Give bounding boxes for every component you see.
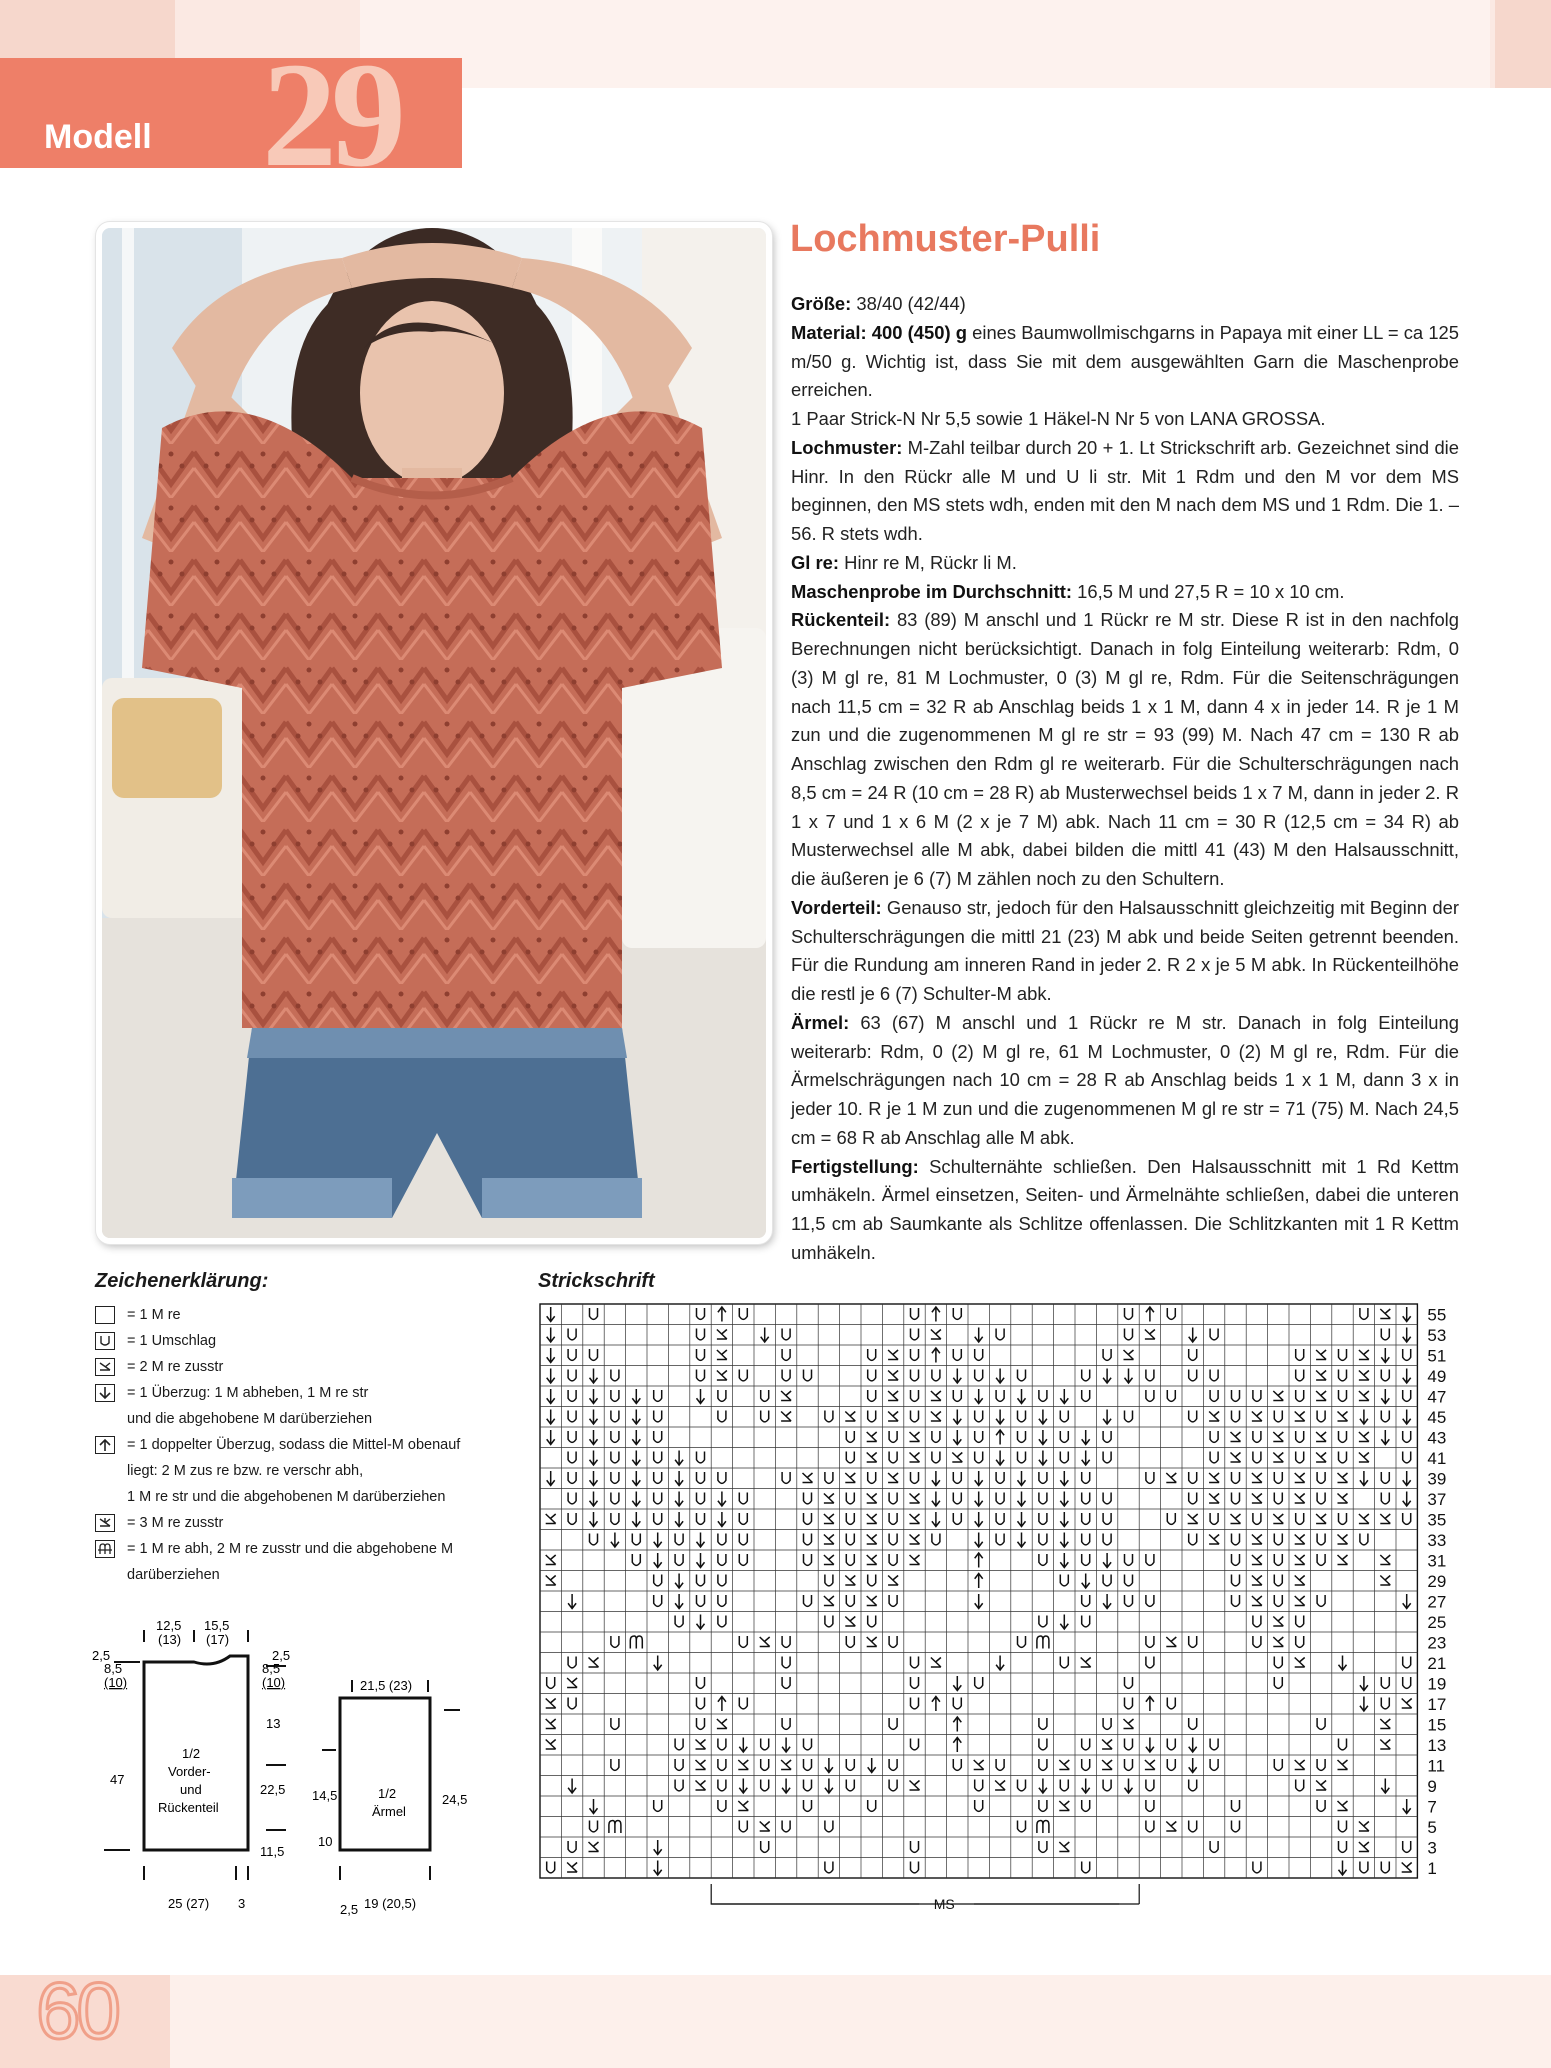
page-title: Lochmuster-Pulli: [790, 218, 1101, 260]
ms-label: MS: [933, 1896, 955, 1912]
schem-top-3: 15,5: [204, 1618, 230, 1633]
chart-row-label: 55: [1427, 1305, 1447, 1325]
legend-item-cdd-sub1: liegt: 2 M zus re bzw. re verschr abh,: [127, 1463, 364, 1479]
legend-item-k3tog-text: = 3 M re zusstr: [127, 1515, 224, 1531]
schematic-drawing: [90, 1610, 490, 1930]
section-finishing: [791, 1153, 1459, 1268]
section-front-text: Genauso str, jedoch für den Halsausschnitt gleichzeitig mit Beginn der Schulterschrägungen die mittl 21 (23) M abk und beide Seiten getrennt beenden. Für die Rundung am inneren Rand in jeder 2. R 2 x je 5 M abk. In Rückenteilhöhe die restl je 6 (7) Schulter-M abk.: [791, 896, 1459, 1004]
sleeve-left-2: 10: [318, 1834, 333, 1849]
chart-row-label: 29: [1427, 1572, 1447, 1591]
model-number: 29: [262, 32, 400, 198]
section-material-label: Material: 400 (450) g: [791, 321, 967, 343]
top-band-block-middle: [360, 0, 1490, 88]
section-lace-label: Lochmuster:: [791, 436, 903, 458]
schem-right-4: 13: [266, 1716, 281, 1731]
chart-row-label: 51: [1427, 1346, 1447, 1366]
chart-row-label: 53: [1427, 1326, 1447, 1345]
sweater-photo-illustration: [102, 228, 766, 1238]
schem-left-4: 47: [110, 1772, 125, 1787]
instructions-text: [791, 290, 1459, 1268]
sk2p-icon: [95, 1540, 115, 1558]
box-icon: [95, 1306, 115, 1324]
chart-row-label: 7: [1427, 1797, 1437, 1817]
chart-row-label: 17: [1427, 1695, 1447, 1714]
chart-row-label: 27: [1427, 1592, 1447, 1612]
section-size-label: Größe:: [791, 293, 852, 314]
schem-left-2: 8,5: [104, 1661, 123, 1676]
chart-row-label: 31: [1427, 1551, 1447, 1571]
schematics: [90, 1610, 490, 1935]
section-back-text: 83 (89) M anschl und 1 Rückr re M str. Diese R ist in den nachfolg Berechnungen nicht berücksichtigt. Danach in folg Einteilung weiterarb: Rdm, 0 (3) M gl re, 81 M Lochmuster, 0 (3) M gl re, Rdm. Für die Seitenschrägungen nach 11,5 cm = 32 R ab Anschlag beids 1 x 1 M, dann 4 x in jeder 14. R je 1 M zun und die zugenommenen M gl re str = 93 (99) M. Nach 47 cm = 130 R ab Anschlag zwischen den Rdm gl re weiterarb. Für die Schulterschrägungen nach 8,5 cm = 24 R (10 cm = 28 R) ab Musterwechsel beids 1 x 7 M, dann in jeder 2. R 1 x 7 und 1 x 6 M (2 x je 7 M) abk. Nach 11 cm = 30 R (12,5 cm = 34 R) ab Musterwechsel alle M abk, dabei bilden die mittl 41 (43) M den Halsausschnitt, die äußeren je 6 (7) M zählen noch zu den Schultern.: [791, 609, 1459, 889]
schem-left-3: (10): [104, 1675, 128, 1690]
chart-row-label: 3: [1427, 1838, 1437, 1858]
chart-row-label: 35: [1427, 1510, 1447, 1530]
schem-body-1: 1/2: [182, 1746, 201, 1761]
schem-right-1: 2,5: [272, 1648, 291, 1663]
chart-row-label: 33: [1427, 1531, 1447, 1550]
sleeve-top-label: 21,5 (23): [360, 1678, 413, 1693]
schem-body-4: Rückenteil: [158, 1800, 219, 1815]
section-size: [791, 290, 1459, 319]
schem-right-6: 11,5: [260, 1844, 285, 1859]
k3tog-icon: [95, 1514, 115, 1532]
up-arrow-icon: [95, 1436, 115, 1454]
legend-item-knit: [95, 1302, 495, 1328]
k2tog-icon: [95, 1358, 115, 1376]
schem-right-5: 22,5: [260, 1782, 286, 1797]
sweater-photo: [96, 222, 772, 1244]
legend-item-k3tog: [95, 1510, 495, 1536]
chart-row-label: 21: [1427, 1654, 1447, 1673]
section-gauge: [791, 578, 1459, 607]
chart-row-label: 11: [1427, 1756, 1446, 1776]
section-sleeves-label: Ärmel:: [791, 1011, 850, 1033]
legend-item-yarnover: [95, 1328, 495, 1354]
schem-left-1: 2,5: [92, 1648, 111, 1663]
u-icon: [95, 1332, 115, 1350]
section-needles-text: 1 Paar Strick-N Nr 5,5 sowie 1 Häkel-N Nr 5 von LANA GROSSA.: [791, 408, 1326, 429]
section-lace-text: M-Zahl teilbar durch 20 + 1. Lt Strickschrift arb. Gezeichnet sind die Hinr. In den Rückr alle M und U li str. Mit 1 Rdm und den M vor dem MS beginnen, den MS stets wdh, enden mit den M nach dem MS und 1 Rdm. Die 1. – 56. R stets wdh.: [791, 436, 1459, 544]
section-sleeves: [791, 1009, 1459, 1153]
legend-item-k2tog: [95, 1354, 495, 1380]
chart-row-label: 43: [1427, 1428, 1447, 1448]
page-footer: [0, 1966, 1551, 2068]
knitting-chart-grid: [538, 1302, 1518, 1942]
section-front: [791, 894, 1459, 1009]
section-finishing-label: Fertigstellung:: [791, 1155, 919, 1177]
sleeve-bottom-2: 19 (20,5): [364, 1896, 417, 1911]
section-back: [791, 606, 1459, 894]
section-stockinette: [791, 549, 1459, 578]
chart-row-label: 9: [1427, 1777, 1437, 1796]
schem-top-2: (13): [158, 1632, 182, 1647]
top-band-block-left: [0, 0, 175, 58]
schem-top-1: 12,5: [156, 1618, 182, 1633]
section-needles: [791, 405, 1459, 434]
legend-item-cdd-text: = 1 doppelter Überzug, sodass die Mittel-M obenauf: [127, 1437, 461, 1453]
schem-top-4: (17): [206, 1632, 230, 1647]
model-label: Modell: [44, 118, 152, 156]
legend-title: Zeichenerklärung:: [95, 1270, 269, 1292]
legend-item-skp: [95, 1380, 495, 1406]
chart-row-label: 25: [1427, 1613, 1447, 1632]
chart-row-label: 1: [1427, 1859, 1437, 1878]
schem-body-3: und: [180, 1782, 202, 1797]
section-gauge-text: 16,5 M und 27,5 R = 10 x 10 cm.: [1072, 580, 1345, 602]
chart-row-label: 13: [1427, 1736, 1447, 1755]
schem-right-2: 8,5: [262, 1661, 281, 1676]
sleeve-label-2: Ärmel: [372, 1804, 406, 1819]
sleeve-right-label: 24,5: [442, 1792, 468, 1807]
section-finishing-text: Schulternähte schließen. Den Halsausschnitt mit 1 Rd Kettm umhäkeln. Ärmel einsetzen, Seiten- und Ärmelnähte schließen, dabei die unteren 11,5 cm ab Saumkante als Schlitze offenlassen. Die Schlitzkanten mit 1 R Kettm umhäkeln.: [791, 1155, 1459, 1263]
legend-item-skp-text: = 1 Überzug: 1 M abheben, 1 M re str: [127, 1385, 369, 1401]
section-material-text: eines Baumwollmischgarns in Papaya mit einer LL = ca 125 m/50 g. Wichtig ist, dass Sie mit dem ausgewählten Garn die Maschenprobe erreichen.: [791, 321, 1460, 401]
legend-item-sk2p-sub: darüberziehen: [127, 1567, 220, 1583]
down-arrow-icon: [95, 1384, 115, 1402]
section-stockinette-text: Hinr re M, Rückr li M.: [839, 551, 1017, 573]
legend-item-sk2p: [95, 1536, 495, 1562]
schem-right-3: (10): [262, 1675, 286, 1690]
chart-row-label: 41: [1427, 1449, 1447, 1468]
section-front-label: Vorderteil:: [791, 896, 882, 918]
ms-bracket-left: [711, 1884, 1119, 1904]
legend-item-k2tog-text: = 2 M re zusstr: [127, 1359, 224, 1375]
section-material: [791, 319, 1459, 405]
chart-row-label: 39: [1427, 1469, 1447, 1489]
legend-item-skp-sub: und die abgehobene M darüberziehen: [127, 1411, 373, 1427]
schem-body-2: Vorder-: [168, 1764, 211, 1779]
section-back-label: Rückenteil:: [791, 609, 891, 631]
legend-item-knit-text: = 1 M re: [127, 1307, 181, 1323]
legend-item-cdd: [95, 1432, 495, 1458]
schem-bottom-1: 25 (27): [168, 1896, 210, 1911]
knitting-chart: [538, 1302, 1518, 1947]
section-gauge-label: Maschenprobe im Durchschnitt:: [791, 580, 1073, 602]
legend-item-yarnover-text: = 1 Umschlag: [127, 1333, 217, 1349]
schem-bottom-2: 3: [238, 1896, 246, 1911]
chart-row-label: 49: [1427, 1367, 1447, 1386]
sleeve-label-1: 1/2: [378, 1786, 397, 1801]
section-size-text: 38/40 (42/44): [851, 293, 966, 314]
chart-title: Strickschrift: [538, 1270, 655, 1292]
chart-row-label: 19: [1427, 1674, 1447, 1694]
legend-item-cdd-sub2: 1 M re str und die abgehobenen M darüberziehen: [127, 1489, 446, 1505]
legend: [95, 1302, 495, 1588]
chart-row-label: 47: [1427, 1387, 1447, 1407]
chart-row-label: 15: [1427, 1715, 1447, 1735]
legend-item-sk2p-text: = 1 M re abh, 2 M re zusstr und die abgehobene M: [127, 1541, 454, 1557]
sleeve-bottom-1: 2,5: [340, 1902, 359, 1917]
chart-row-label: 23: [1427, 1633, 1447, 1653]
chart-row-label: 37: [1427, 1490, 1447, 1509]
page-number: 60: [36, 1966, 117, 2055]
section-lace: [791, 434, 1459, 549]
sleeve-left-1: 14,5: [312, 1788, 338, 1803]
section-sleeves-text: 63 (67) M anschl und 1 Rückr re M str. Danach in folg Einteilung weiterarb: Rdm, 0 (2) M gl re, 61 M Lochmuster, 0 (2) M gl re, Rdm. Für die Ärmelschrägungen nach 10 cm = 28 R ab Anschlag beids 1 x 1 M, dann 3 x in jeder 10. R je 1 M zun und die zugenommenen M gl re str = 71 (75) M. Nach 24,5 cm = 68 R ab Anschlag alle M abk.: [791, 1011, 1459, 1148]
section-stockinette-label: Gl re:: [791, 551, 840, 573]
sleeve-outline: [340, 1698, 430, 1850]
chart-row-label: 45: [1427, 1408, 1447, 1427]
chart-row-label: 5: [1427, 1818, 1437, 1837]
top-band-block-right: [1495, 0, 1551, 88]
